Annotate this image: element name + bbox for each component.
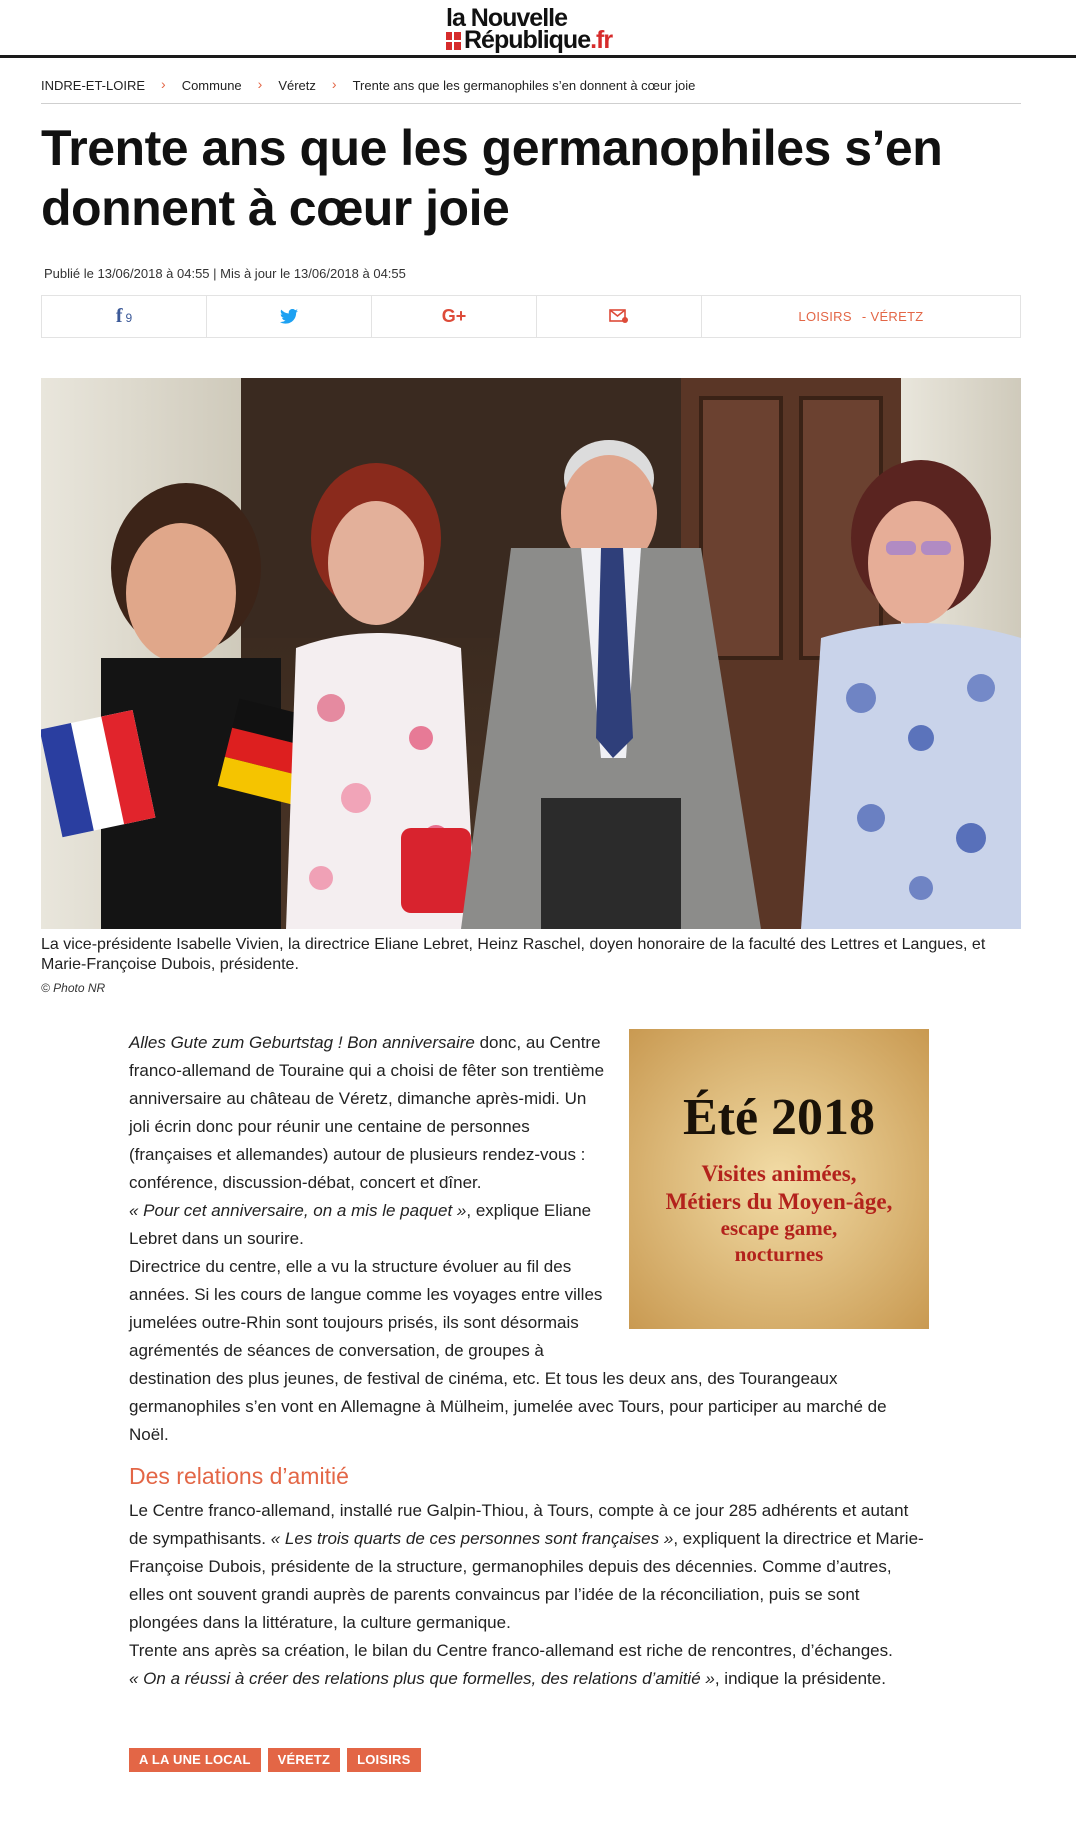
category-link-loisirs[interactable]: LOISIRS <box>798 309 852 324</box>
group-photo-image <box>41 378 1021 929</box>
facebook-icon: f <box>115 305 123 327</box>
paragraph-6-text: , indique la présidente. <box>714 1669 886 1688</box>
ad-line-3: escape game, <box>720 1216 838 1240</box>
paragraph-5: Trente ans après sa création, le bilan du Centre franco-allemand est riche de rencontres, d’échanges. <box>129 1641 893 1660</box>
article-photo <box>41 378 1021 929</box>
tag-loisirs[interactable]: LOISIRS <box>347 1748 420 1772</box>
publication-date: Publié le 13/06/2018 à 04:55 | Mis à jour le 13/06/2018 à 04:55 <box>44 266 406 281</box>
email-share-button[interactable] <box>537 296 702 337</box>
tag-veretz[interactable]: VÉRETZ <box>268 1748 340 1772</box>
tag-a-la-une-local[interactable]: A LA UNE LOCAL <box>129 1748 261 1772</box>
logo-text-line2 <box>446 26 612 55</box>
paragraph-6 <box>129 1665 929 1693</box>
ad-line-1: Visites animées, <box>701 1161 857 1186</box>
paragraph-3: Directrice du centre, elle a vu la structure évoluer au fil des années. Si les cours de langue comme les voyages entre villes jumelées outre-Rhin sont toujours prisés, ils sont désormais agrémentés de séances de conversation, de groupes à destination des plus jeunes, de festival de cinéma, etc. Et tous les deux ans, des Tourangeaux germanophiles s’en vont en Allemagne à Mülheim, jumelée avec Tours, pour participer au marché de Noël. <box>129 1257 887 1444</box>
paragraph-2-text: , explique Eliane Lebret dans un sourire. <box>129 1201 592 1248</box>
ad-line-2: Métiers du Moyen-âge, <box>665 1189 893 1214</box>
google-plus-icon: G+ <box>441 306 467 326</box>
paragraph-2-quote: « Pour cet anniversaire, on a mis le paquet » <box>129 1201 467 1220</box>
facebook-share-button[interactable] <box>42 296 207 337</box>
paragraph-4-text-b: , expliquent la directrice et Marie-Françoise Dubois, présidente de la structure, germanophiles depuis des décennies. Comme d’autres, elles ont souvent grandi auprès de parents convaincus par l’idée de la réconciliation, puis se sont plongées dans la littérature, la culture germanique. <box>129 1529 924 1632</box>
paragraph-1-text: donc, au Centre franco-allemand de Touraine qui a choisi de fêter son trentième anniversaire au château de Véretz, dimanche après-midi. Un joli écrin donc pour réunir une centaine de personnes (françaises et allemandes) autour de plusieurs rendez-vous : conférence, discussion-débat, concert et dîner. <box>129 1033 605 1192</box>
breadcrumb-indre-et-loire[interactable]: INDRE-ET-LOIRE <box>41 78 146 93</box>
advertisement-banner[interactable] <box>629 1029 929 1329</box>
breadcrumb-current: Trente ans que les germanophiles s’en donnent à cœur joie <box>352 78 696 93</box>
site-logo[interactable] <box>446 4 630 52</box>
paragraph-4-quote: « Les trois quarts de ces personnes sont françaises » <box>270 1529 674 1548</box>
paragraph-4-text-a: Le Centre franco-allemand, installé rue Galpin-Thiou, à Tours, compte à ce jour 285 adhérents et autant de sympathisants. <box>129 1501 909 1548</box>
share-bar <box>41 295 1021 338</box>
breadcrumb-veretz[interactable]: Véretz <box>278 78 316 93</box>
email-icon <box>609 309 629 324</box>
ad-line-4: nocturnes <box>734 1242 824 1266</box>
paragraph-4 <box>129 1497 929 1637</box>
facebook-share-count: 9 <box>125 310 133 325</box>
ad-background <box>629 1029 929 1329</box>
category-link-veretz[interactable]: VÉRETZ <box>870 309 924 324</box>
logo-republique: République <box>464 26 591 54</box>
category-links <box>702 296 1020 337</box>
paragraph-1-emphasis: Alles Gute zum Geburtstag ! Bon anniversaire <box>129 1033 475 1052</box>
twitter-share-button[interactable] <box>207 296 372 337</box>
googleplus-share-button[interactable] <box>372 296 537 337</box>
paragraph-6-quote: « On a réussi à créer des relations plus que formelles, des relations d’amitié » <box>129 1669 715 1688</box>
ad-title: Été 2018 <box>682 1089 876 1146</box>
chevron-right-icon: › <box>161 76 166 92</box>
article-title: Trente ans que les germanophiles s’en donnent à cœur joie <box>41 120 943 236</box>
breadcrumb-commune[interactable]: Commune <box>181 78 242 93</box>
logo-text-line1: la Nouvelle <box>446 4 567 32</box>
category-separator: - <box>861 309 867 324</box>
photo-caption: La vice-présidente Isabelle Vivien, la directrice Eliane Lebret, Heinz Raschel, doyen honoraire de la faculté des Lettres et Langues, et Marie-Françoise Dubois, présidente. <box>41 936 986 973</box>
twitter-icon <box>280 309 298 324</box>
chevron-right-icon: › <box>331 76 337 92</box>
site-header <box>0 0 1076 58</box>
article-tags <box>129 1748 421 1772</box>
section-heading: Des relations d’amitié <box>129 1463 349 1489</box>
chevron-right-icon: › <box>257 76 263 92</box>
breadcrumb <box>41 78 1021 104</box>
photo-credit: © Photo NR <box>41 981 106 995</box>
article-body <box>129 1029 929 1693</box>
logo-tld: .fr <box>590 26 613 54</box>
